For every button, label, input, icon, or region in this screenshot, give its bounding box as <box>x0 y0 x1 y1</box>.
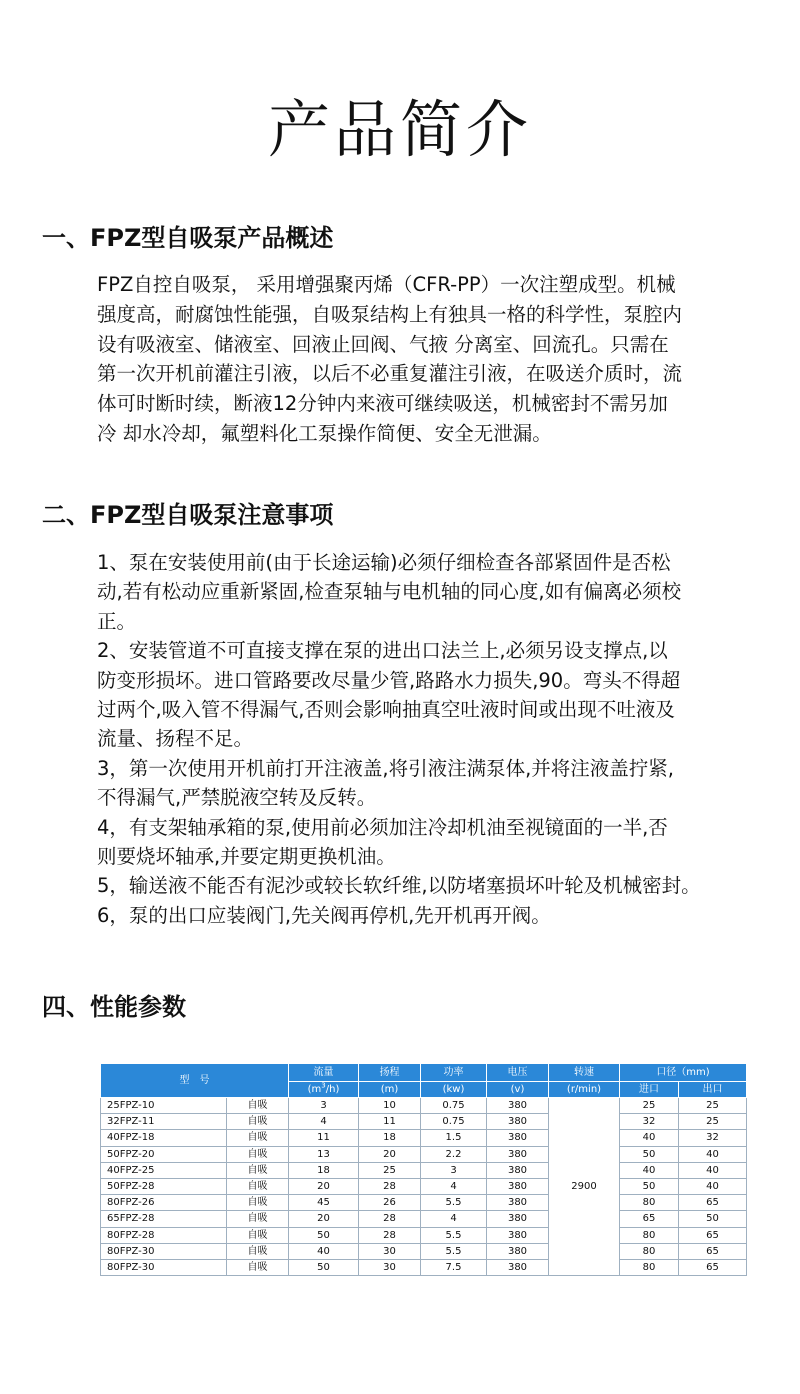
cell-flow: 18 <box>289 1162 359 1178</box>
cell-outlet: 50 <box>679 1211 747 1227</box>
page-title: 产品简介 <box>267 92 532 166</box>
cell-outlet: 65 <box>679 1259 747 1275</box>
table-row <box>101 1178 747 1194</box>
header-flow-unit: $(m^3/h)$ <box>289 1082 359 1098</box>
cell-head: 10 <box>359 1098 421 1114</box>
cell-inlet: 80 <box>620 1259 679 1275</box>
header-speed-unit: (r/min) <box>549 1082 620 1098</box>
cell-voltage: 380 <box>487 1195 549 1211</box>
cell-head: 20 <box>359 1146 421 1162</box>
cell-power: 7.5 <box>421 1259 487 1275</box>
cell-head: 30 <box>359 1259 421 1275</box>
cell-outlet: 65 <box>679 1227 747 1243</box>
performance-table <box>100 1063 747 1276</box>
header-head: 扬程 <box>359 1064 421 1082</box>
section-heading-notes: 二、FPZ型自吸泵注意事项 <box>42 501 334 529</box>
cell-head: 30 <box>359 1243 421 1259</box>
cell-voltage: 380 <box>487 1178 549 1194</box>
cell-type: 自吸 <box>227 1211 289 1227</box>
cell-flow: 45 <box>289 1195 359 1211</box>
cell-type: 自吸 <box>227 1178 289 1194</box>
overview-line: 冷 却水冷却，氟塑料化工泵操作简便、安全无泄漏。 <box>97 421 552 445</box>
cell-outlet: 25 <box>679 1098 747 1114</box>
cell-model: 32FPZ-11 <box>101 1114 227 1130</box>
section-heading-overview: 一、FPZ型自吸泵产品概述 <box>42 224 334 252</box>
cell-speed: 2900 <box>549 1098 620 1276</box>
overview-line: FPZ自控自吸泵， 采用增强聚丙烯（CFR-PP）一次注塑成型。机械 <box>97 273 676 296</box>
cell-inlet: 25 <box>620 1098 679 1114</box>
header-power-unit: (kw) <box>421 1082 487 1098</box>
cell-flow: 50 <box>289 1259 359 1275</box>
cell-head: 11 <box>359 1114 421 1130</box>
section-heading-parameters: 四、性能参数 <box>42 993 186 1021</box>
cell-inlet: 80 <box>620 1243 679 1259</box>
note-line: 正。 <box>97 609 137 633</box>
cell-voltage: 380 <box>487 1114 549 1130</box>
note-line: 2、安装管道不可直接支撑在泵的进出口法兰上,必须另设支撑点,以 <box>97 639 668 663</box>
header-power: 功率 <box>421 1064 487 1082</box>
cell-type: 自吸 <box>227 1114 289 1130</box>
cell-flow: 13 <box>289 1146 359 1162</box>
table-row <box>101 1227 747 1243</box>
cell-inlet: 40 <box>620 1162 679 1178</box>
cell-flow: 4 <box>289 1114 359 1130</box>
cell-inlet: 32 <box>620 1114 679 1130</box>
cell-voltage: 380 <box>487 1211 549 1227</box>
note-line: 防变形损坏。进口管路要改尽量少管,路路水力损失,90。弯头不得超 <box>97 668 681 692</box>
cell-outlet: 40 <box>679 1178 747 1194</box>
cell-voltage: 380 <box>487 1227 549 1243</box>
cell-type: 自吸 <box>227 1259 289 1275</box>
overview-line: 设有吸液室、储液室、回液止回阀、气掖 分离室、回流孔。只需在 <box>97 332 669 356</box>
cell-type: 自吸 <box>227 1243 289 1259</box>
cell-power: 4 <box>421 1211 487 1227</box>
header-outlet: 出口 <box>679 1082 747 1098</box>
cell-power: 4 <box>421 1178 487 1194</box>
cell-model: 80FPZ-26 <box>101 1195 227 1211</box>
cell-head: 26 <box>359 1195 421 1211</box>
cell-type: 自吸 <box>227 1227 289 1243</box>
header-model: 型 号 <box>101 1064 289 1098</box>
notes-text <box>97 548 767 930</box>
cell-outlet: 65 <box>679 1195 747 1211</box>
cell-power: 0.75 <box>421 1114 487 1130</box>
overview-line: 体可时断时续，断液12分钟内来液可继续吸送，机械密封不需另加 <box>97 392 668 416</box>
cell-voltage: 380 <box>487 1243 549 1259</box>
cell-flow: 20 <box>289 1178 359 1194</box>
note-line: 动,若有松动应重新紧固,检查泵轴与电机轴的同心度,如有偏离必须校 <box>97 580 682 604</box>
table-row <box>101 1146 747 1162</box>
cell-flow: 3 <box>289 1098 359 1114</box>
table-row <box>101 1211 747 1227</box>
cell-power: 5.5 <box>421 1227 487 1243</box>
cell-head: 25 <box>359 1162 421 1178</box>
cell-model: 25FPZ-10 <box>101 1098 227 1114</box>
header-speed: 转速 <box>549 1064 620 1082</box>
cell-inlet: 50 <box>620 1178 679 1194</box>
cell-power: 1.5 <box>421 1130 487 1146</box>
cell-model: 65FPZ-28 <box>101 1211 227 1227</box>
cell-model: 40FPZ-25 <box>101 1162 227 1178</box>
header-voltage-unit: (v) <box>487 1082 549 1098</box>
note-line: 5，输送液不能否有泥沙或较长软纤维,以防堵塞损坏叶轮及机械密封。 <box>97 874 701 898</box>
header-flow: 流量 <box>289 1064 359 1082</box>
note-line: 6，泵的出口应装阀门,先关阀再停机,先开机再开阀。 <box>97 903 551 927</box>
cell-voltage: 380 <box>487 1162 549 1178</box>
header-head-unit: (m) <box>359 1082 421 1098</box>
cell-voltage: 380 <box>487 1146 549 1162</box>
cell-model: 50FPZ-28 <box>101 1178 227 1194</box>
header-inlet: 进口 <box>620 1082 679 1098</box>
cell-model: 80FPZ-30 <box>101 1243 227 1259</box>
note-line: 4，有支架轴承箱的泵,使用前必须加注冷却机油至视镜面的一半,否 <box>97 815 668 839</box>
cell-outlet: 40 <box>679 1162 747 1178</box>
overview-line: 第一次开机前灌注引液，以后不必重复灌注引液，在吸送介质时，流 <box>97 362 683 386</box>
table-row <box>101 1130 747 1146</box>
cell-inlet: 80 <box>620 1227 679 1243</box>
cell-outlet: 40 <box>679 1146 747 1162</box>
cell-model: 40FPZ-18 <box>101 1130 227 1146</box>
cell-inlet: 50 <box>620 1146 679 1162</box>
cell-flow: 11 <box>289 1130 359 1146</box>
cell-outlet: 32 <box>679 1130 747 1146</box>
cell-type: 自吸 <box>227 1098 289 1114</box>
cell-inlet: 40 <box>620 1130 679 1146</box>
note-line: 则要烧坏轴承,并要定期更换机油。 <box>97 845 396 869</box>
cell-voltage: 380 <box>487 1130 549 1146</box>
cell-flow: 50 <box>289 1227 359 1243</box>
table-row <box>101 1162 747 1178</box>
cell-power: 2.2 <box>421 1146 487 1162</box>
cell-voltage: 380 <box>487 1098 549 1114</box>
cell-outlet: 25 <box>679 1114 747 1130</box>
cell-outlet: 65 <box>679 1243 747 1259</box>
cell-inlet: 80 <box>620 1195 679 1211</box>
table-row <box>101 1243 747 1259</box>
note-line: 流量、扬程不足。 <box>97 727 254 751</box>
note-line: 过两个,吸入管不得漏气,否则会影响抽真空吐液时间或出现不吐液及 <box>97 698 675 722</box>
header-voltage: 电压 <box>487 1064 549 1082</box>
overview-line: 强度高，耐腐蚀性能强，自吸泵结构上有独具一格的科学性，泵腔内 <box>97 302 683 326</box>
table-row <box>101 1195 747 1211</box>
cell-flow: 40 <box>289 1243 359 1259</box>
cell-power: 5.5 <box>421 1195 487 1211</box>
cell-model: 80FPZ-28 <box>101 1227 227 1243</box>
cell-type: 自吸 <box>227 1195 289 1211</box>
note-line: 不得漏气,严禁脱液空转及反转。 <box>97 786 377 810</box>
cell-inlet: 65 <box>620 1211 679 1227</box>
cell-head: 18 <box>359 1130 421 1146</box>
cell-type: 自吸 <box>227 1130 289 1146</box>
overview-text <box>97 270 767 449</box>
cell-type: 自吸 <box>227 1162 289 1178</box>
table-row <box>101 1259 747 1275</box>
table-row <box>101 1098 747 1114</box>
cell-head: 28 <box>359 1178 421 1194</box>
cell-power: 3 <box>421 1162 487 1178</box>
cell-model: 80FPZ-30 <box>101 1259 227 1275</box>
note-line: 1、泵在安装使用前(由于长途运输)必须仔细检查各部紧固件是否松 <box>97 551 671 574</box>
header-diameter: 口径（mm) <box>620 1064 747 1082</box>
cell-power: 0.75 <box>421 1098 487 1114</box>
cell-head: 28 <box>359 1227 421 1243</box>
note-line: 3，第一次使用开机前打开注液盖,将引液注满泵体,并将注液盖拧紧, <box>97 756 675 780</box>
cell-power: 5.5 <box>421 1243 487 1259</box>
cell-voltage: 380 <box>487 1259 549 1275</box>
table-row <box>101 1114 747 1130</box>
cell-head: 28 <box>359 1211 421 1227</box>
cell-model: 50FPZ-20 <box>101 1146 227 1162</box>
cell-type: 自吸 <box>227 1146 289 1162</box>
cell-flow: 20 <box>289 1211 359 1227</box>
